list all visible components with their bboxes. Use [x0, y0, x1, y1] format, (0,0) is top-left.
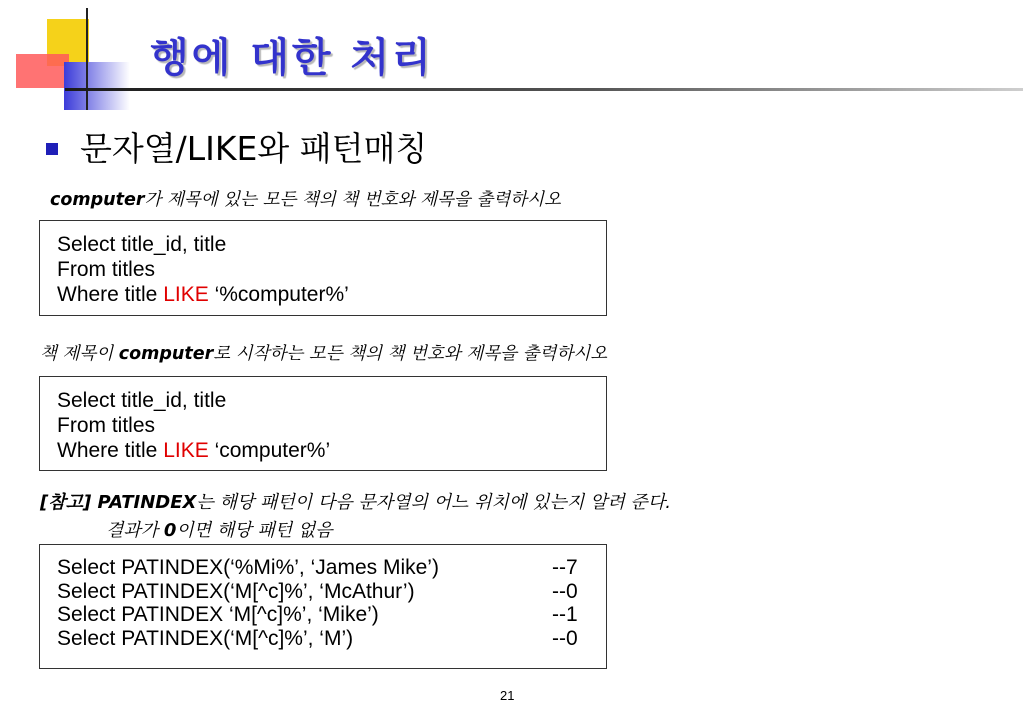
code-box-2: [39, 376, 607, 471]
bullet-heading: 문자열/LIKE와 패턴매칭: [80, 129, 428, 168]
logo-vertical-line: [86, 8, 88, 110]
question-1-text: 가 제목에 있는 모든 책의 책 번호와 제목을 출력하시오: [144, 190, 561, 210]
patindex-note-text: 는 해당 패턴이 다음 문자열의 어느 위치에 있는지 알려 준다.: [196, 492, 671, 513]
code-2-line-1: Select title_id, title: [57, 389, 227, 412]
like-keyword: LIKE: [163, 439, 209, 462]
patindex-row: Select PATINDEX(‘%Mi%’, ‘James Mike’) --7: [57, 556, 578, 579]
code-1-line-2: From titles: [57, 258, 156, 281]
logo-red-square: [16, 54, 69, 88]
code-1-line-3: Where title LIKE ‘%computer%’: [57, 283, 349, 306]
code-box-1: [39, 220, 607, 316]
patindex-note-2: 결과가 0이면 해당 패턴 없음: [106, 520, 333, 541]
title-underline: [65, 88, 1023, 91]
logo-blue-square: [64, 62, 130, 110]
patindex-row: Select PATINDEX(‘M[^c]%’, ‘M’) --0: [57, 626, 578, 650]
question-2-text: 로 시작하는 모든 책의 책 번호와 제목을 출력하시오: [213, 344, 608, 364]
zero-bold: 0: [163, 520, 177, 541]
question-1-bold: computer: [50, 190, 145, 210]
slide-title: 행에 대한 처리: [150, 35, 434, 81]
page-number: 21: [500, 688, 515, 703]
patindex-row: Select PATINDEX(‘M[^c]%’, ‘McAthur’) --0: [57, 579, 578, 603]
question-2-bold: computer: [118, 344, 214, 364]
code-2-line-3: Where title LIKE ‘computer%’: [57, 439, 331, 462]
question-2: 책 제목이 computer로 시작하는 모든 책의 책 번호와 제목을 출력하시오: [40, 344, 608, 364]
patindex-note-bold: [참고] PATINDEX: [40, 492, 197, 513]
like-keyword: LIKE: [163, 283, 209, 306]
patindex-note: [40, 488, 671, 514]
code-1-line-1: Select title_id, title: [57, 233, 227, 256]
code-2-line-2: From titles: [57, 414, 156, 437]
code-box-3: [39, 544, 607, 669]
question-1: [50, 186, 561, 211]
patindex-row: Select PATINDEX ‘M[^c]%’, ‘Mike’) --1: [57, 603, 578, 626]
bullet-square-icon: [46, 143, 58, 155]
